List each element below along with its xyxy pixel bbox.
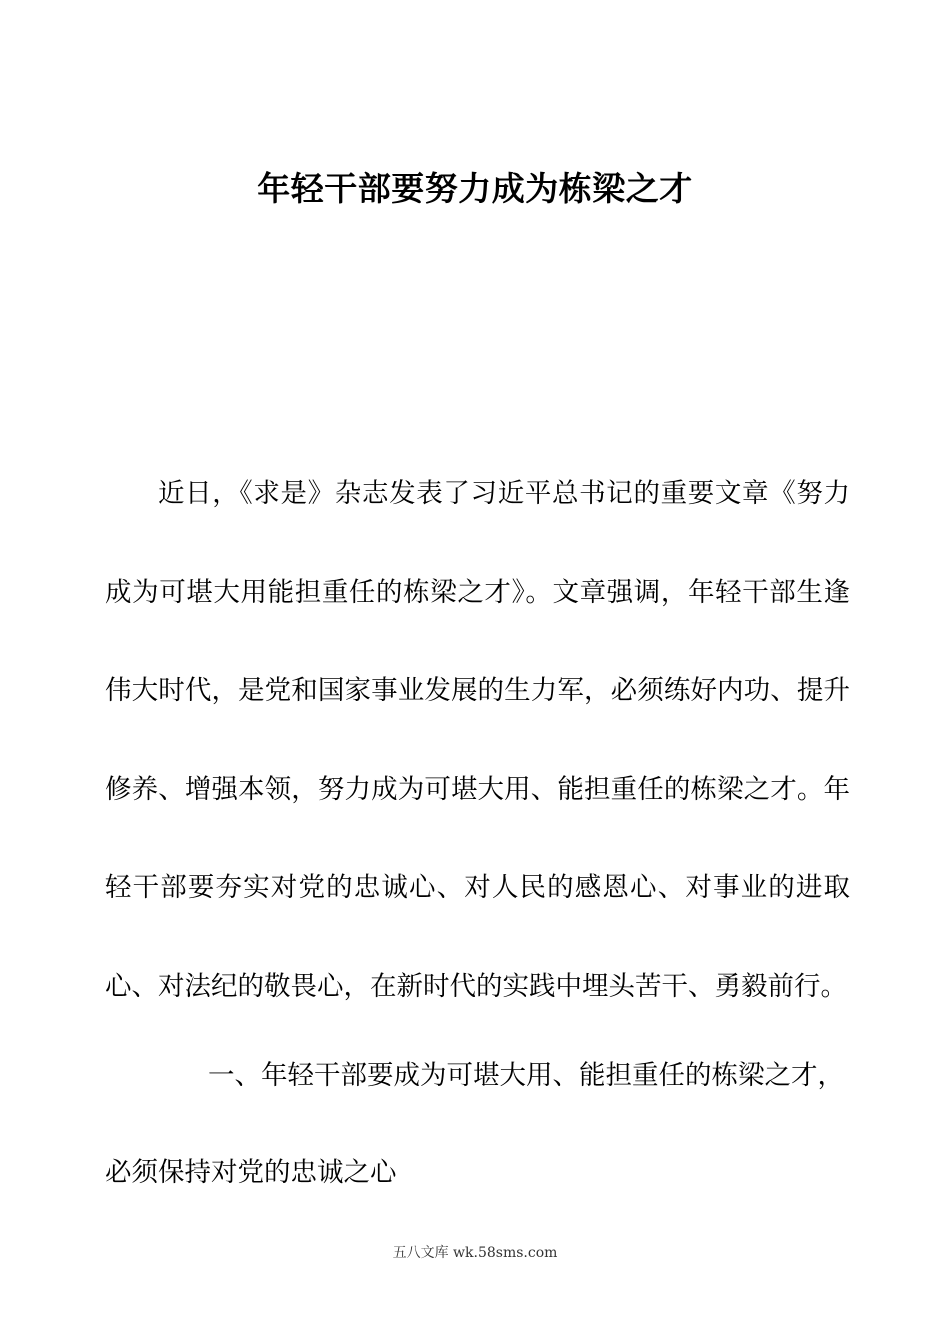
section-heading-line: 必须保持对党的忠诚之心 [105, 1157, 397, 1188]
paragraph-line: 成为可堪大用能担重任的栋梁之才》。文章强调，年轻干部生逢 [105, 577, 850, 608]
paragraph-line: 轻干部要夯实对党的忠诚心、对人民的感恩心、对事业的进取 [105, 872, 850, 903]
footer-watermark: 五八文库 wk.58sms.com [392, 1245, 558, 1261]
section-heading-line: 一、年轻干部要成为可堪大用、能担重任的栋梁之才， [208, 1060, 844, 1091]
paragraph-line: 心、对法纪的敬畏心，在新时代的实践中埋头苦干、勇毅前行。 [105, 971, 847, 1002]
paragraph-line: 修养、增强本领，努力成为可堪大用、能担重任的栋梁之才。年 [105, 774, 850, 805]
document-title: 年轻干部要努力成为栋梁之才 [257, 169, 693, 208]
paragraph-line: 近日，《求是》杂志发表了习近平总书记的重要文章《努力 [158, 478, 850, 509]
paragraph-line: 伟大时代，是党和国家事业发展的生力军，必须练好内功、提升 [105, 675, 850, 706]
